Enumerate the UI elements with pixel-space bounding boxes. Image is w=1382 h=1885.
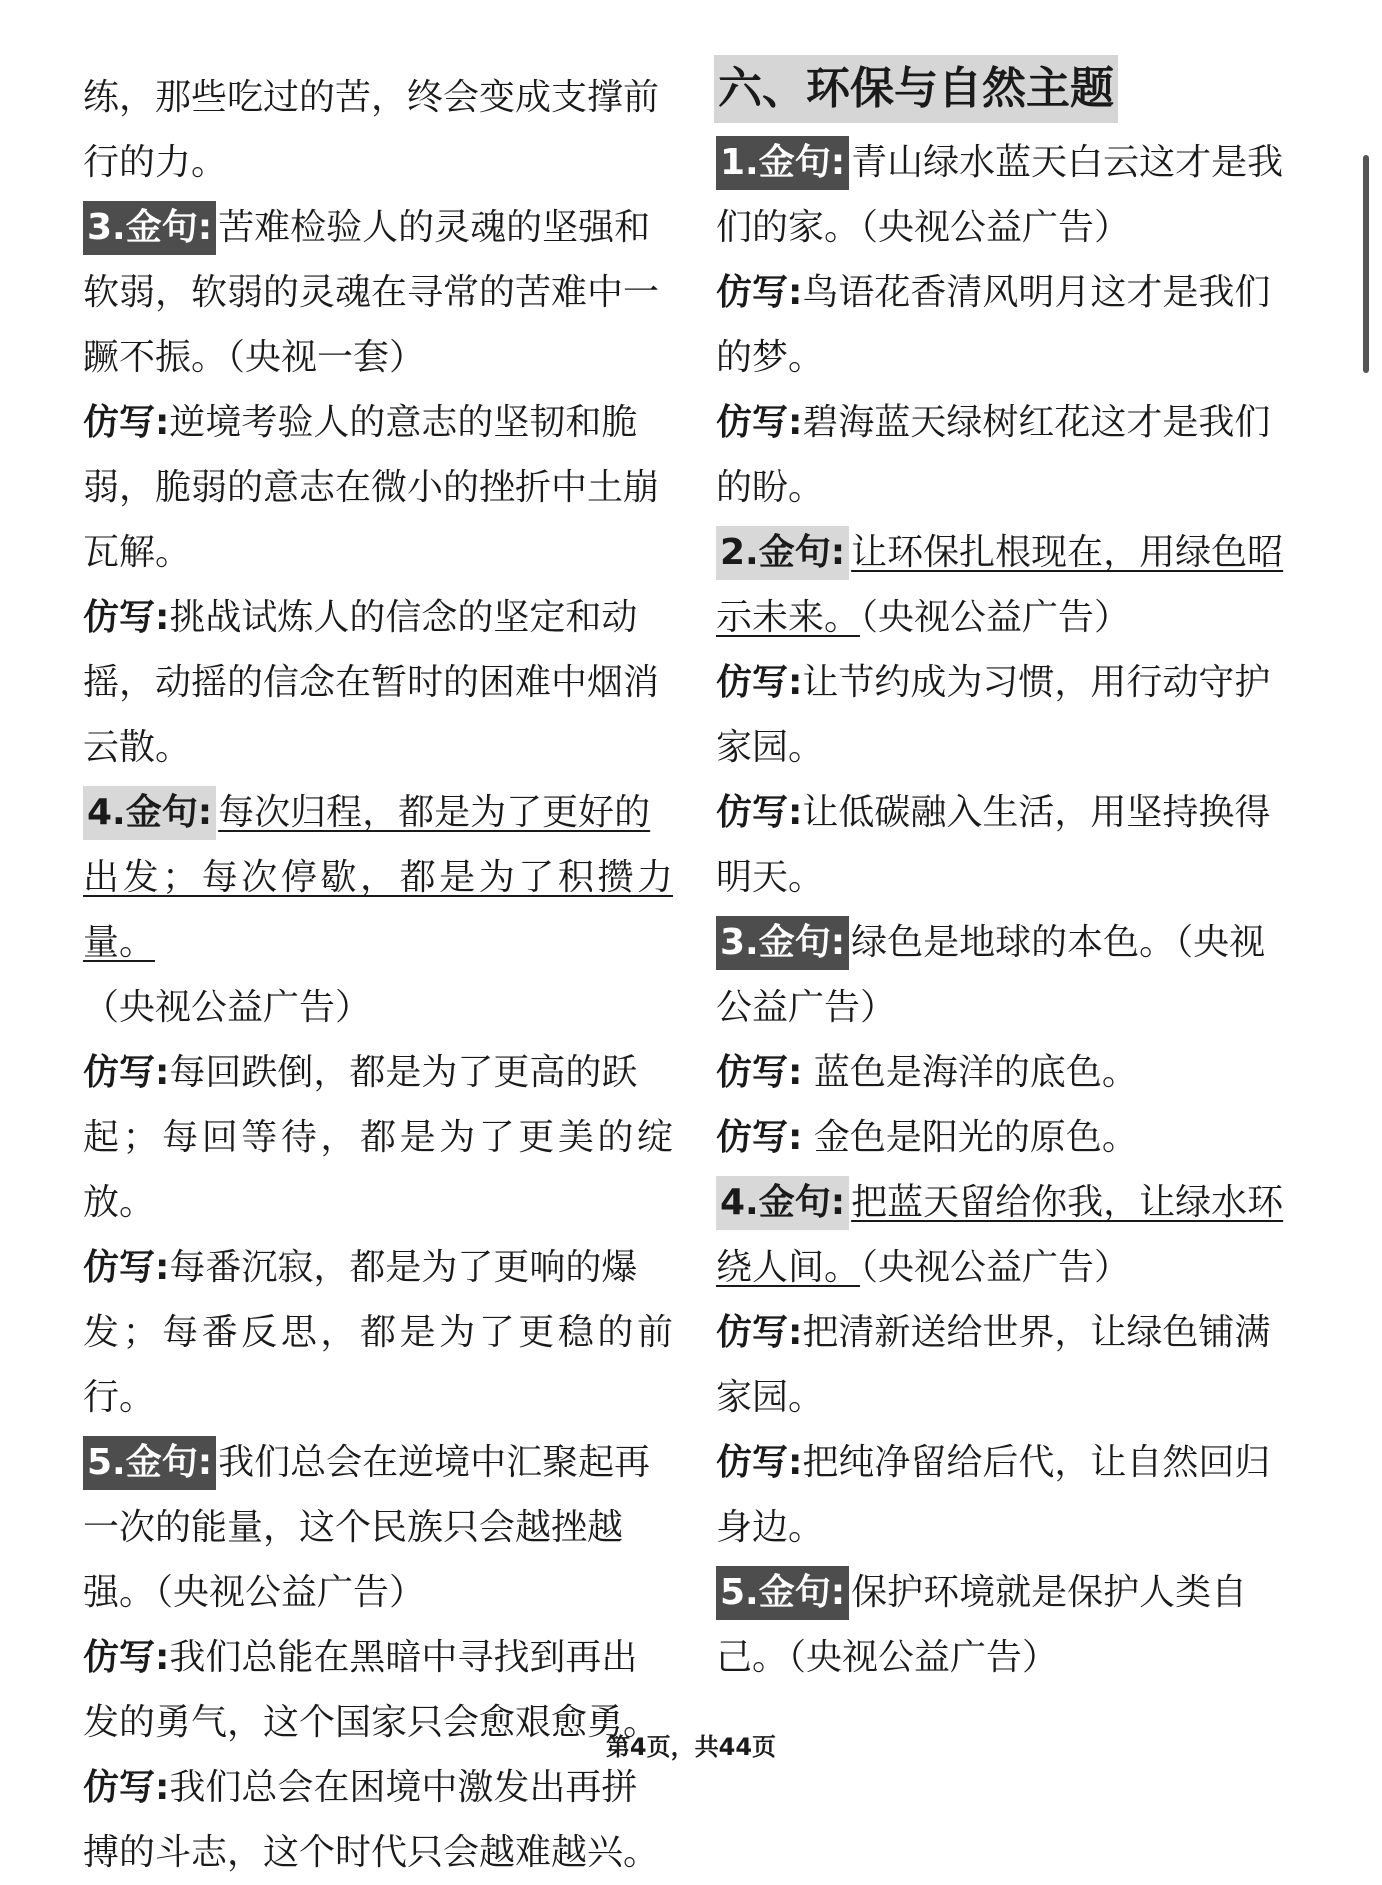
imitation-line	[716, 390, 1306, 455]
section-heading-wrap	[714, 55, 1118, 123]
quote-text: 苦难检验人的灵魂的坚强和	[218, 207, 651, 248]
quote-text: 出发；每次停歇，都是为了积攒力量。	[83, 857, 673, 963]
imitation-text: 我们总能在黑暗中寻找到再出	[169, 1637, 638, 1678]
imitation-label: 仿写:	[716, 662, 803, 703]
imitation-label: 仿写:	[83, 1052, 170, 1093]
text-line: 强。（央视公益广告）	[83, 1572, 426, 1613]
text-line: （央视公益广告）	[83, 987, 372, 1028]
imitation-line	[716, 1300, 1306, 1365]
imitation-line	[83, 1040, 673, 1105]
imitation-text: 碧海蓝天绿树红花这才是我们	[802, 402, 1271, 443]
quote-tag: 5.金句:	[83, 1436, 216, 1490]
imitation-line	[716, 1430, 1306, 1495]
imitation-text: 让节约成为习惯，用行动守护	[802, 662, 1271, 703]
quote-5	[83, 1430, 673, 1495]
quote-text: 青山绿水蓝天白云这才是我	[851, 142, 1284, 183]
imitation-label: 仿写:	[716, 792, 803, 833]
section-heading: 六、环保与自然主题	[714, 55, 1118, 123]
scrollbar-thumb[interactable]	[1363, 155, 1369, 373]
imitation-text: 每回跌倒，都是为了更高的跃	[169, 1052, 638, 1093]
text-line: 发；每番反思，都是为了更稳的前行。	[83, 1312, 673, 1418]
text-line: 搏的斗志，这个时代只会越难越兴。	[83, 1832, 660, 1873]
imitation-line	[83, 390, 673, 455]
imitation-text: 逆境考验人的意志的坚韧和脆	[169, 402, 638, 443]
text-line: 练，那些吃过的苦，终会变成支撑前	[83, 77, 660, 118]
text-line: 家园。	[716, 727, 825, 768]
imitation-text: 把纯净留给后代，让自然回归	[802, 1442, 1271, 1483]
text-line: 身边。	[716, 1507, 825, 1548]
text-line: 们的家。（央视公益广告）	[716, 207, 1131, 248]
quote-tag: 4.金句:	[83, 786, 216, 840]
imitation-label: 仿写:	[83, 1767, 170, 1808]
imitation-line	[716, 650, 1306, 715]
text-line: 起；每回等待，都是为了更美的绽放。	[83, 1117, 673, 1223]
left-column	[83, 65, 673, 1885]
quote-tag: 3.金句:	[83, 201, 216, 255]
imitation-text: 我们总会在困境中激发出再拼	[169, 1767, 638, 1808]
imitation-label: 仿写:	[83, 1247, 170, 1288]
imitation-text: 把清新送给世界，让绿色铺满	[802, 1312, 1271, 1353]
imitation-text: 每番沉寂，都是为了更响的爆	[169, 1247, 638, 1288]
imitation-label: 仿写:	[83, 597, 170, 638]
imitation-line	[716, 780, 1306, 845]
quote-text: 绕人间。	[716, 1247, 861, 1288]
imitation-text: 蓝色是海洋的底色。	[802, 1052, 1138, 1093]
text-line: 蹶不振。（央视一套）	[83, 337, 426, 378]
imitation-text: 挑战试炼人的信念的坚定和动	[169, 597, 638, 638]
imitation-label: 仿写:	[716, 1312, 803, 1353]
text-line: 瓦解。	[83, 532, 192, 573]
quote-text: 我们总会在逆境中汇聚起再	[218, 1442, 651, 1483]
imitation-label: 仿写:	[716, 1442, 803, 1483]
quote-3	[716, 910, 1306, 975]
text-line: 的梦。	[716, 337, 825, 378]
quote-text: 每次归程，都是为了更好的	[218, 792, 651, 833]
quote-tag: 5.金句:	[716, 1566, 849, 1620]
quote-5	[716, 1560, 1306, 1625]
quote-1	[716, 130, 1306, 195]
text-line: 软弱，软弱的灵魂在寻常的苦难中一	[83, 272, 660, 313]
text-line: 家园。	[716, 1377, 825, 1418]
imitation-text: 让低碳融入生活，用坚持换得	[802, 792, 1271, 833]
quote-tag: 1.金句:	[716, 136, 849, 190]
imitation-line	[716, 1105, 1306, 1170]
imitation-line	[83, 1625, 673, 1690]
imitation-label: 仿写:	[716, 1052, 803, 1093]
text-line	[716, 585, 1306, 650]
imitation-text: 鸟语花香清风明月这才是我们	[802, 272, 1271, 313]
text-line: 己。（央视公益广告）	[716, 1637, 1059, 1678]
right-column	[716, 130, 1306, 1690]
text-line: 弱，脆弱的意志在微小的挫折中土崩	[83, 467, 660, 508]
imitation-label: 仿写:	[716, 1117, 803, 1158]
imitation-line	[83, 585, 673, 650]
quote-tag: 3.金句:	[716, 916, 849, 970]
text-line	[716, 1235, 1306, 1300]
text-line: 云散。	[83, 727, 192, 768]
quote-text: 把蓝天留给你我，让绿水环	[851, 1182, 1284, 1223]
text-line: 公益广告）	[716, 987, 897, 1028]
imitation-line	[716, 260, 1306, 325]
quote-text: 让环保扎根现在，用绿色昭	[851, 532, 1284, 573]
imitation-label: 仿写:	[716, 402, 803, 443]
text-line: 摇，动摇的信念在暂时的困难中烟消	[83, 662, 660, 703]
quote-tag: 4.金句:	[716, 1176, 849, 1230]
quote-4	[716, 1170, 1306, 1235]
quote-text: 示未来。	[716, 597, 861, 638]
text-line: 发的勇气，这个国家只会愈艰愈勇。	[83, 1702, 660, 1743]
imitation-label: 仿写:	[83, 402, 170, 443]
page-number: 第4页，共44页	[605, 1733, 777, 1761]
quote-4	[83, 780, 673, 845]
quote-text: 绿色是地球的本色。（央视	[851, 922, 1266, 963]
quote-source: （央视公益广告）	[860, 1247, 1131, 1288]
imitation-line	[83, 1235, 673, 1300]
text-line: 的盼。	[716, 467, 825, 508]
text-line: 明天。	[716, 857, 825, 898]
text-line: 行的力。	[83, 142, 228, 183]
text-line: 一次的能量，这个民族只会越挫越	[83, 1507, 624, 1548]
quote-text: 保护环境就是保护人类自	[851, 1572, 1248, 1613]
imitation-label: 仿写:	[716, 272, 803, 313]
imitation-label: 仿写:	[83, 1637, 170, 1678]
quote-source: （央视公益广告）	[860, 597, 1131, 638]
quote-tag: 2.金句:	[716, 526, 849, 580]
text-line	[83, 845, 673, 975]
quote-3	[83, 195, 673, 260]
imitation-text: 金色是阳光的原色。	[802, 1117, 1138, 1158]
imitation-line	[716, 1040, 1306, 1105]
imitation-line	[83, 1755, 673, 1820]
quote-2	[716, 520, 1306, 585]
